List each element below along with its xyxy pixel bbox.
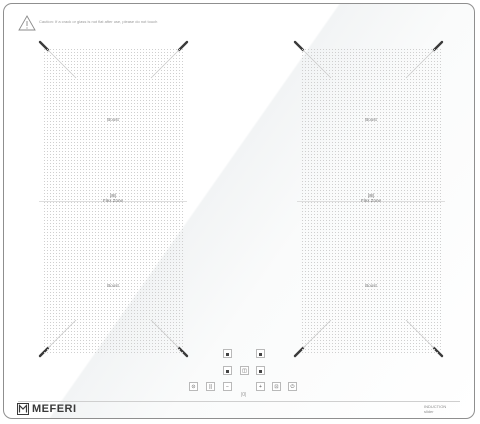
slider-readout: |0| (241, 392, 247, 398)
brand-name: MEFERI (32, 403, 77, 415)
timer-button[interactable]: ⊡ (272, 382, 281, 391)
left-flex-zone (43, 48, 183, 354)
power-button[interactable]: ⏻ (288, 382, 297, 391)
right-flex-name: Flex Zone (360, 198, 381, 203)
right-flex-zone (301, 48, 441, 354)
zone-select-bottom-left-button[interactable] (223, 366, 232, 375)
model-line-2: slider (424, 409, 434, 414)
plus-button[interactable]: + (256, 382, 265, 391)
right-top-boost-label: Boost (365, 117, 377, 122)
brand-logo (17, 403, 77, 415)
warning-text: Caution: If a crack or glass is not flat after use, please do not touch (39, 19, 158, 24)
lock-button[interactable]: ⊙ (189, 382, 198, 391)
model-line-1: INDUCTION (424, 404, 447, 409)
center-zone-button[interactable]: ◫ (240, 366, 249, 375)
brand-mark-icon (17, 403, 29, 415)
zone-dot-icon (226, 353, 229, 356)
model-label (424, 404, 446, 414)
zone-dot-icon (259, 353, 262, 356)
cooktop-surface (3, 3, 475, 419)
zone-select-top-right-button[interactable] (256, 349, 265, 358)
zone-select-top-left-button[interactable] (223, 349, 232, 358)
left-flex-symbol: [⊞] (109, 193, 117, 198)
minus-button[interactable]: − (223, 382, 232, 391)
pause-button[interactable]: || (206, 382, 215, 391)
right-flex-symbol: [⊞] (367, 193, 375, 198)
left-top-boost-label: Boost (107, 117, 119, 122)
control-slider-line[interactable] (18, 401, 460, 402)
left-bottom-boost-label: Boost (107, 283, 119, 288)
left-flex-name: Flex Zone (102, 198, 123, 203)
right-bottom-boost-label: Boost (365, 283, 377, 288)
zone-select-bottom-right-button[interactable] (256, 366, 265, 375)
zone-dot-icon (259, 370, 262, 373)
zone-dot-icon (226, 370, 229, 373)
